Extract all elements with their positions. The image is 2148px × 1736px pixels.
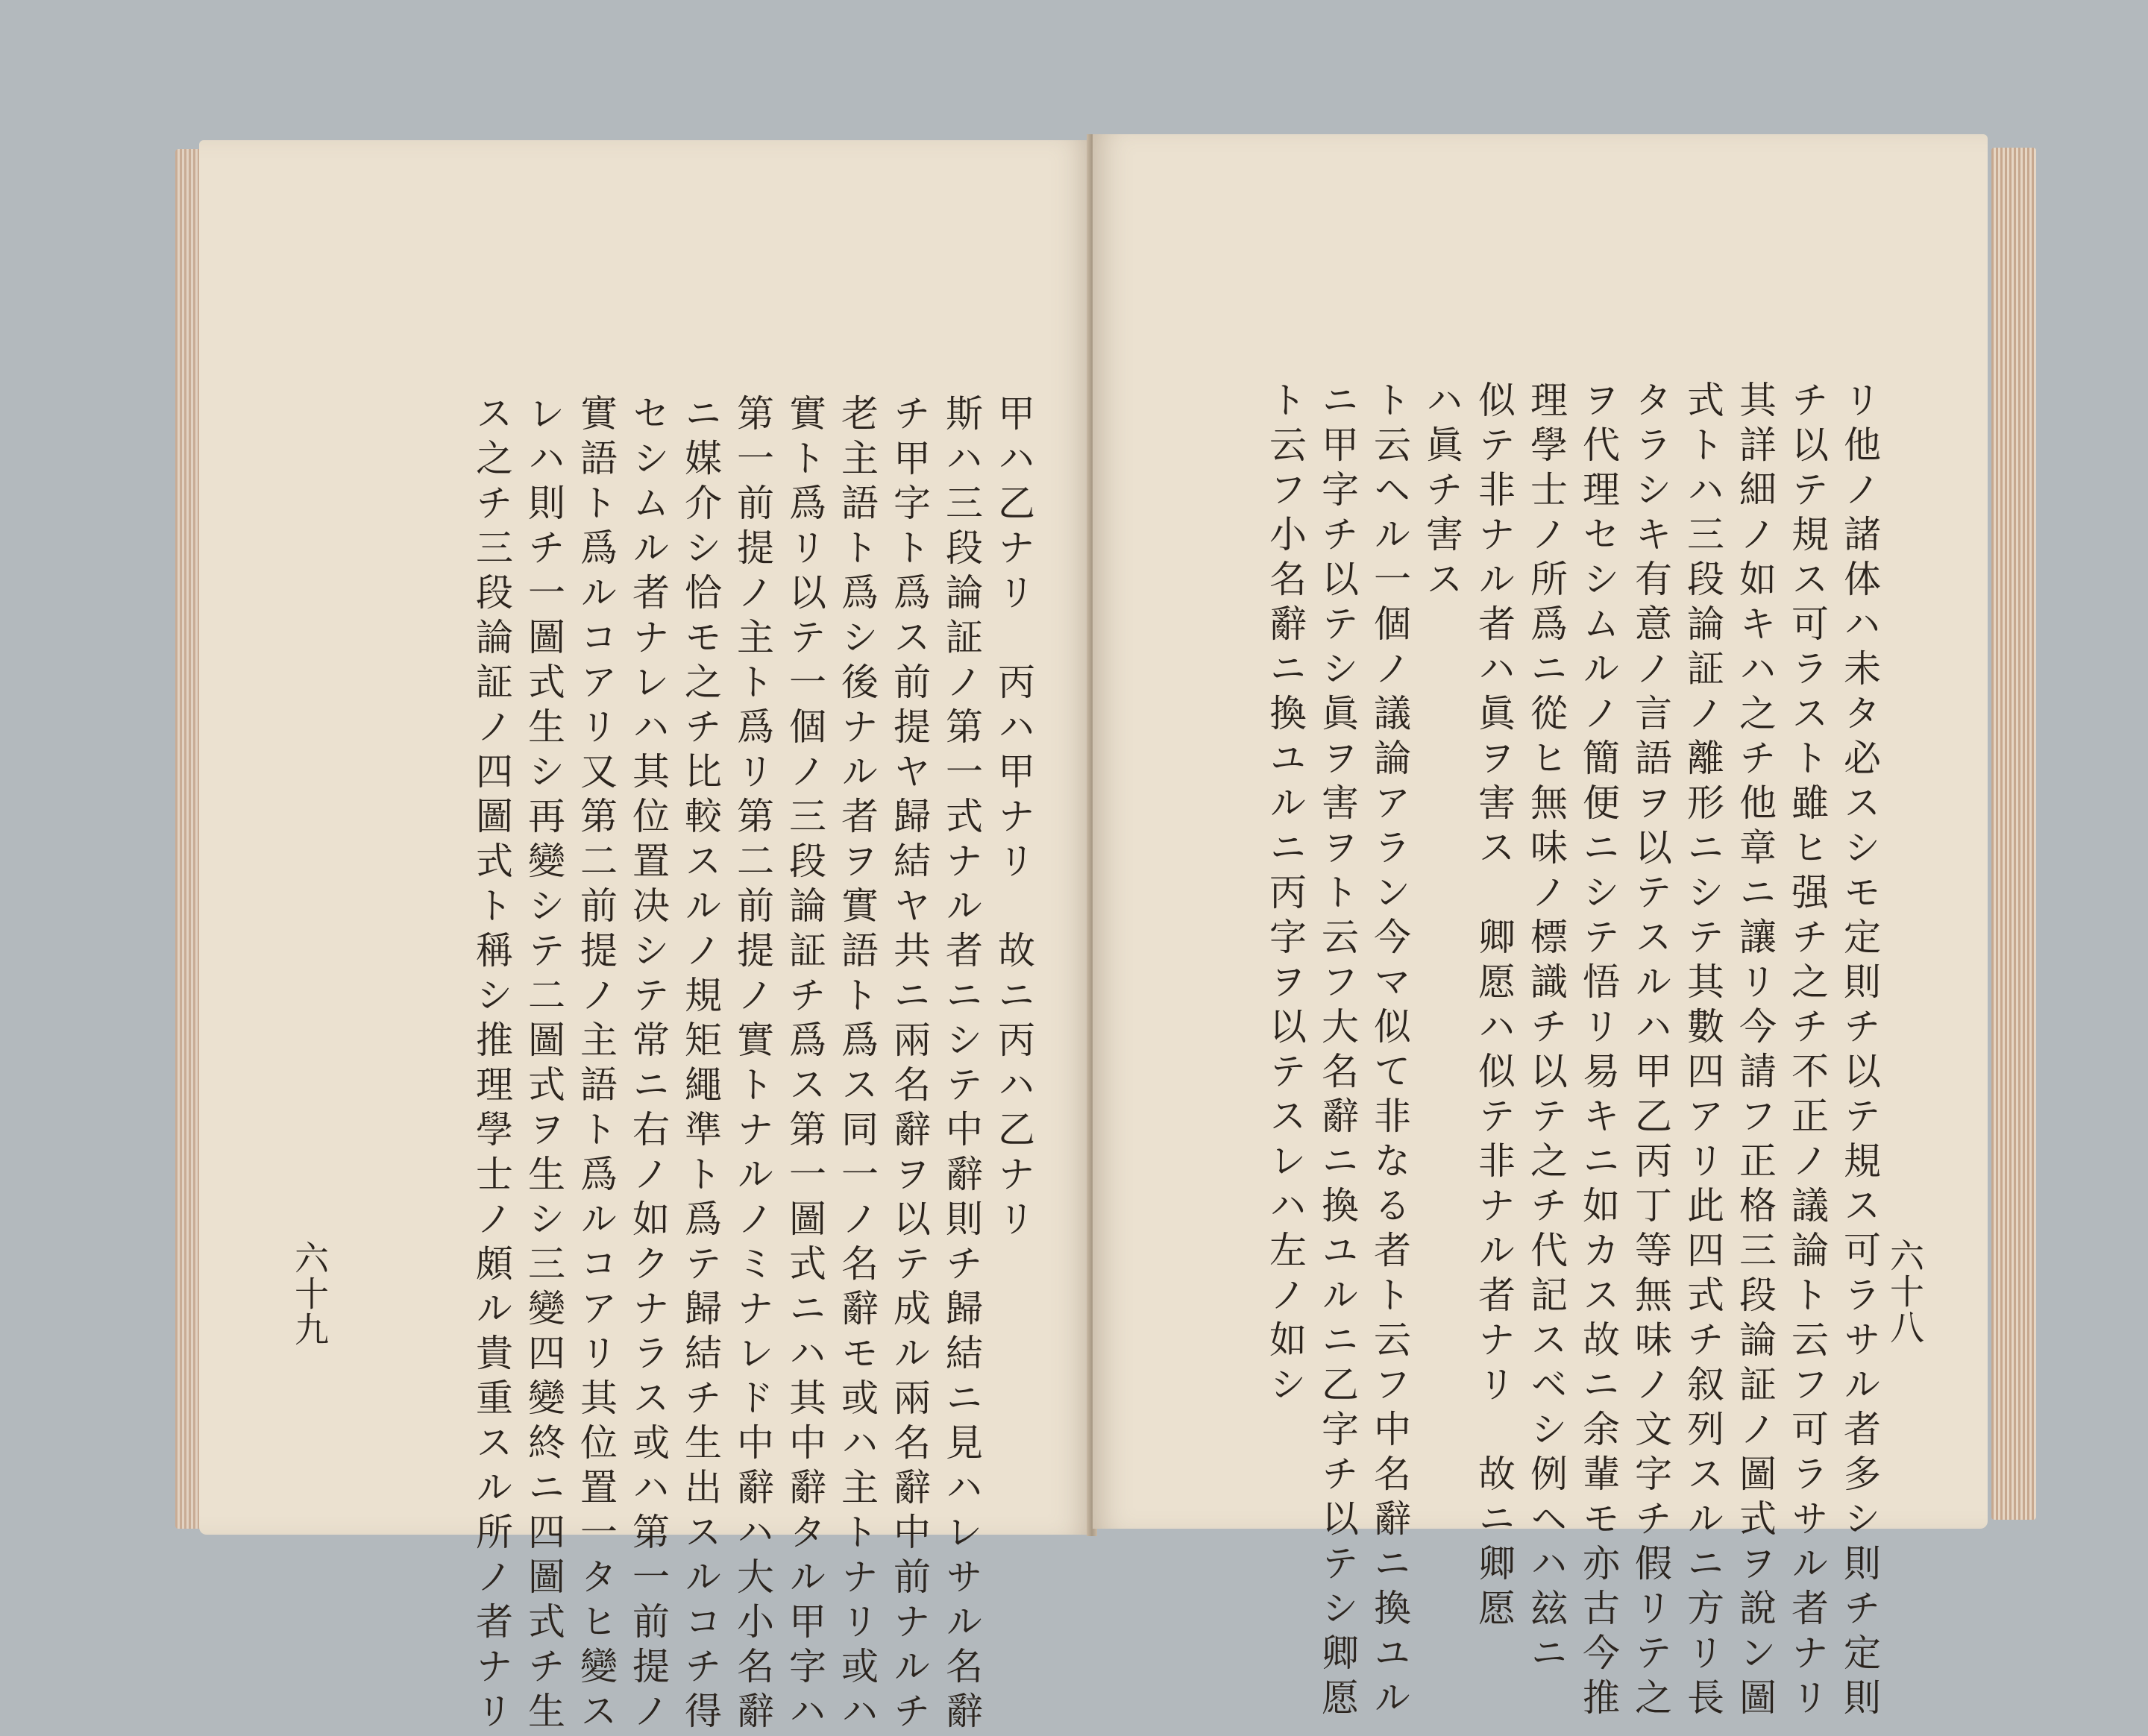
left-page-text <box>468 394 1037 1736</box>
text-column: 實語ト爲ルコアリ又第二前提ノ主語ト爲ルコアリ其位置一タヒ變ス <box>574 394 618 1736</box>
text-column: ヲ代理セシムルノ簡便ニシテ悟リ易キニ如カス故ニ余輩モ亦古今推 <box>1577 380 1620 1723</box>
text-column: 第一前提ノ主ト爲リ第二前提ノ實トナルノミナレド中辭ハ大小名辭 <box>731 394 774 1736</box>
text-column: ト云フ小名辭ニ換ユルニ丙字ヲ以テスレハ左ノ如シ <box>1263 380 1307 1409</box>
text-column: リ他ノ諸体ハ未タ必スシモ定則チ以テ規ス可ラサル者多シ則チ定則 <box>1838 380 1881 1723</box>
text-column: タラシキ有意ノ言語ヲ以テスルハ甲乙丙丁等無味ノ文字チ假リテ之 <box>1629 380 1672 1723</box>
right-page-text <box>1261 380 1883 1723</box>
text-column: ハ眞チ害ス <box>1420 380 1463 604</box>
text-column: 老主語ト爲シ後ナル者ヲ實語ト爲ス同一ノ名辭モ或ハ主トナリ或ハ <box>835 394 879 1736</box>
right-page-edges <box>1991 148 2036 1520</box>
page-number: 六十九 <box>289 1240 330 1347</box>
text-column: チ甲字ト爲ス前提ヤ歸結ヤ共ニ兩名辭ヲ以テ成ル兩名辭中前ナルチ <box>888 394 931 1736</box>
open-book <box>175 134 2036 1736</box>
text-column: 似テ非ナル者ハ眞ヲ害ス 卿愿ハ似テ非ナル者ナリ 故ニ卿愿 <box>1472 380 1516 1633</box>
text-column: 斯ハ三段論証ノ第一式ナル者ニシテ中辭則チ歸結ニ見ハレサル名辭 <box>940 394 983 1736</box>
text-column: 式トハ三段論証ノ離形ニシテ其數四アリ此四式チ叙列スルニ方リ長 <box>1681 380 1724 1723</box>
text-column: セシムル者ナレハ其位置决シテ常ニ右ノ如クナラス或ハ第一前提ノ <box>626 394 670 1736</box>
text-column: 實ト爲リ以テ一個ノ三段論証チ爲ス第一圖式ニハ其中辭タル甲字ハ <box>783 394 826 1736</box>
text-column: ト云ヘル一個ノ議論アラン今マ似て非なる者ト云フ中名辭ニ換ユル <box>1368 380 1411 1723</box>
text-column: 甲ハ乙ナリ 丙ハ甲ナリ 故ニ丙ハ乙ナリ <box>992 394 1035 1244</box>
text-column: ス之チ三段論証ノ四圖式ト稱シ推理學士ノ頗ル貴重スル所ノ者ナリ <box>470 394 513 1736</box>
text-column: レハ則チ一圖式生シ再變シテ二圖式ヲ生シ三變四變終ニ四圖式チ生 <box>522 394 565 1736</box>
text-column: チ以テ規ス可ラスト雖ヒ强チ之チ不正ノ議論ト云フ可ラサル者ナリ <box>1786 380 1829 1723</box>
right-page <box>1093 134 1988 1723</box>
text-column: ニ甲字チ以テシ眞ヲ害ヲト云フ大名辭ニ換ユルニ乙字チ以テシ卿愿 <box>1316 380 1359 1723</box>
text-column: 其詳細ノ如キハ之チ他章ニ讓リ今請フ正格三段論証ノ圖式ヲ說ン圖 <box>1733 380 1777 1723</box>
page-number: 六十八 <box>1885 1238 1925 1345</box>
text-column: ニ媒介シ恰モ之チ比較スルノ規矩繩準ト爲テ歸結チ生出スルコチ得 <box>679 394 722 1736</box>
left-page <box>199 140 1091 1736</box>
text-column: 理學士ノ所爲ニ從ヒ無味ノ標識チ以テ之チ代記スベシ例ヘハ玆ニ <box>1524 380 1568 1678</box>
